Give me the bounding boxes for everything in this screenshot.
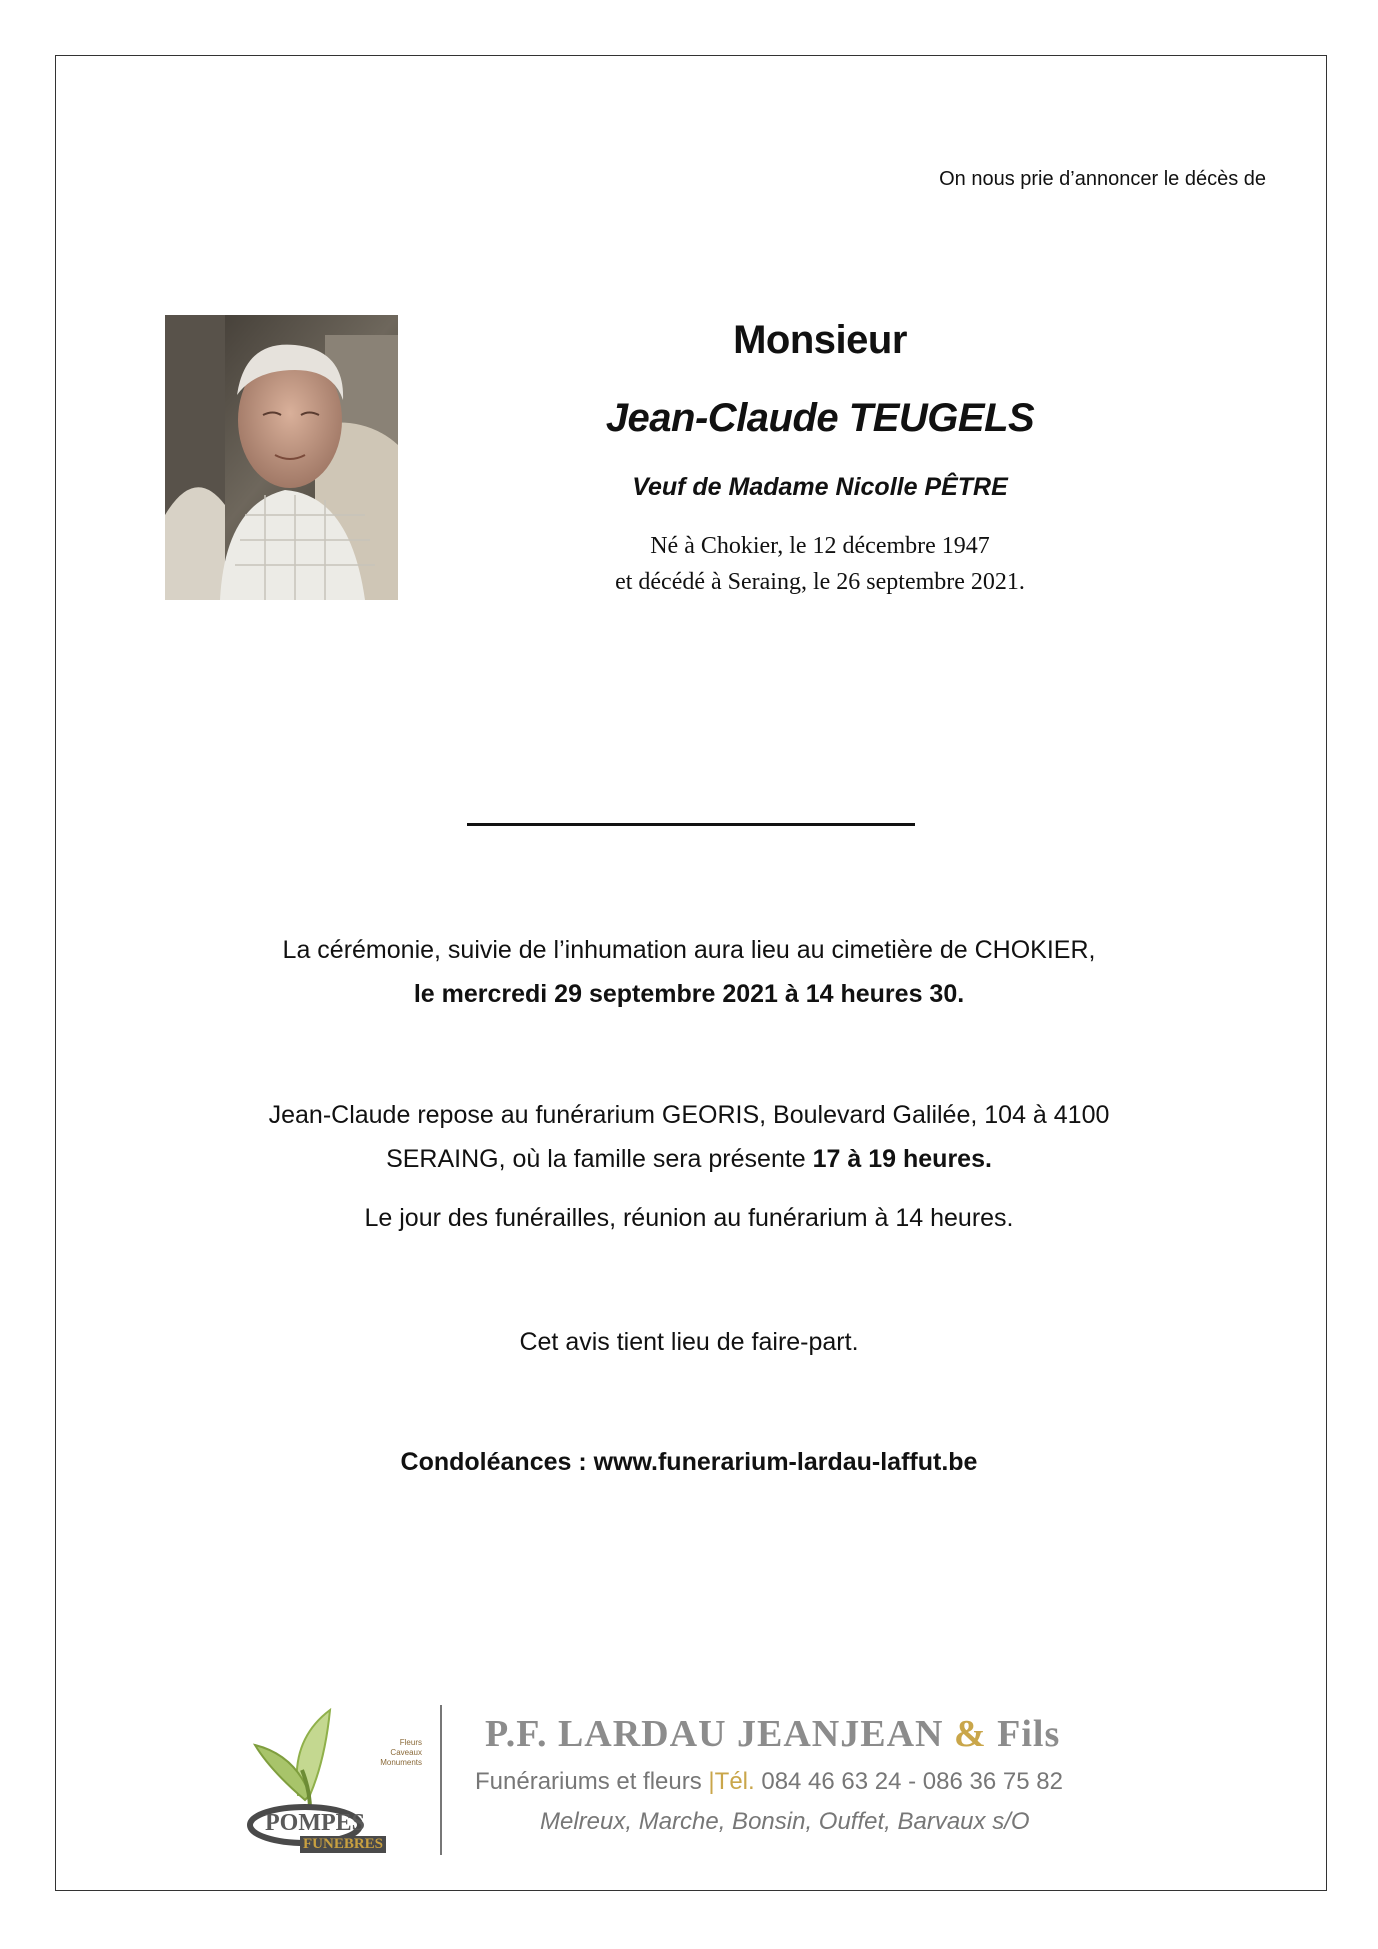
portrait-photo (165, 315, 398, 600)
death-line: et décédé à Seraing, le 26 septembre 2021. (615, 569, 1025, 595)
widow-line: Veuf de Madame Nicolle PÊTRE (632, 473, 1008, 501)
company-name-main: P.F. LARDAU JEANJEAN (485, 1713, 944, 1755)
company-locations: Melreux, Marche, Bonsin, Ouffet, Barvaux s/O (540, 1808, 1030, 1835)
tel-label: Tél. (714, 1768, 755, 1795)
company-fils: Fils (997, 1713, 1061, 1755)
condolences-link[interactable]: Condoléances : www.funerarium-lardau-laffut.be (400, 1448, 978, 1476)
company-services (475, 1768, 1063, 1796)
company-ampersand: & (953, 1713, 987, 1755)
honorific-title: Monsieur (733, 318, 907, 362)
phone-numbers[interactable]: 084 46 63 24 - 086 36 75 82 (761, 1768, 1063, 1795)
visiting-hours: 17 à 19 heures. (812, 1145, 992, 1173)
logo-funebres-text: FUNEBRES (300, 1836, 386, 1853)
birth-line: Né à Chokier, le 12 décembre 1947 (650, 533, 990, 559)
divider-line (467, 823, 915, 826)
company-name (485, 1712, 1060, 1756)
ceremony-line-1: La cérémonie, suivie de l’inhumation aura lieu au cimetière de CHOKIER, (282, 936, 1096, 964)
logo-tagline-3: Monuments (380, 1758, 422, 1767)
ceremony-info (130, 928, 1248, 1016)
deceased-name: Jean-Claude TEUGELS (605, 396, 1035, 440)
logo-tagline-2: Caveaux (390, 1748, 422, 1757)
notice-text: Cet avis tient lieu de faire-part. (519, 1328, 859, 1356)
birth-death-dates (520, 528, 1120, 600)
logo-tagline (342, 1738, 422, 1768)
logo-pompes-text: POMPES (265, 1810, 365, 1836)
repose-line-2-text: SERAING, où la famille sera présente (386, 1145, 813, 1173)
services-text: Funérariums et fleurs (475, 1768, 702, 1795)
repose-line-1: Jean-Claude repose au funérarium GEORIS, Boulevard Galilée, 104 à 4100 (268, 1101, 1110, 1129)
repose-info (130, 1093, 1248, 1181)
logo-tagline-1: Fleurs (399, 1738, 422, 1747)
announce-text: On nous prie d’annoncer le décès de (939, 168, 1266, 190)
funeral-day-info: Le jour des funérailles, réunion au funérarium à 14 heures. (364, 1204, 1014, 1232)
ceremony-date: le mercredi 29 septembre 2021 à 14 heures 30. (413, 980, 965, 1008)
footer-separator-line (440, 1705, 442, 1855)
repose-line-2 (130, 1137, 1248, 1181)
services-separator: | (708, 1768, 715, 1795)
